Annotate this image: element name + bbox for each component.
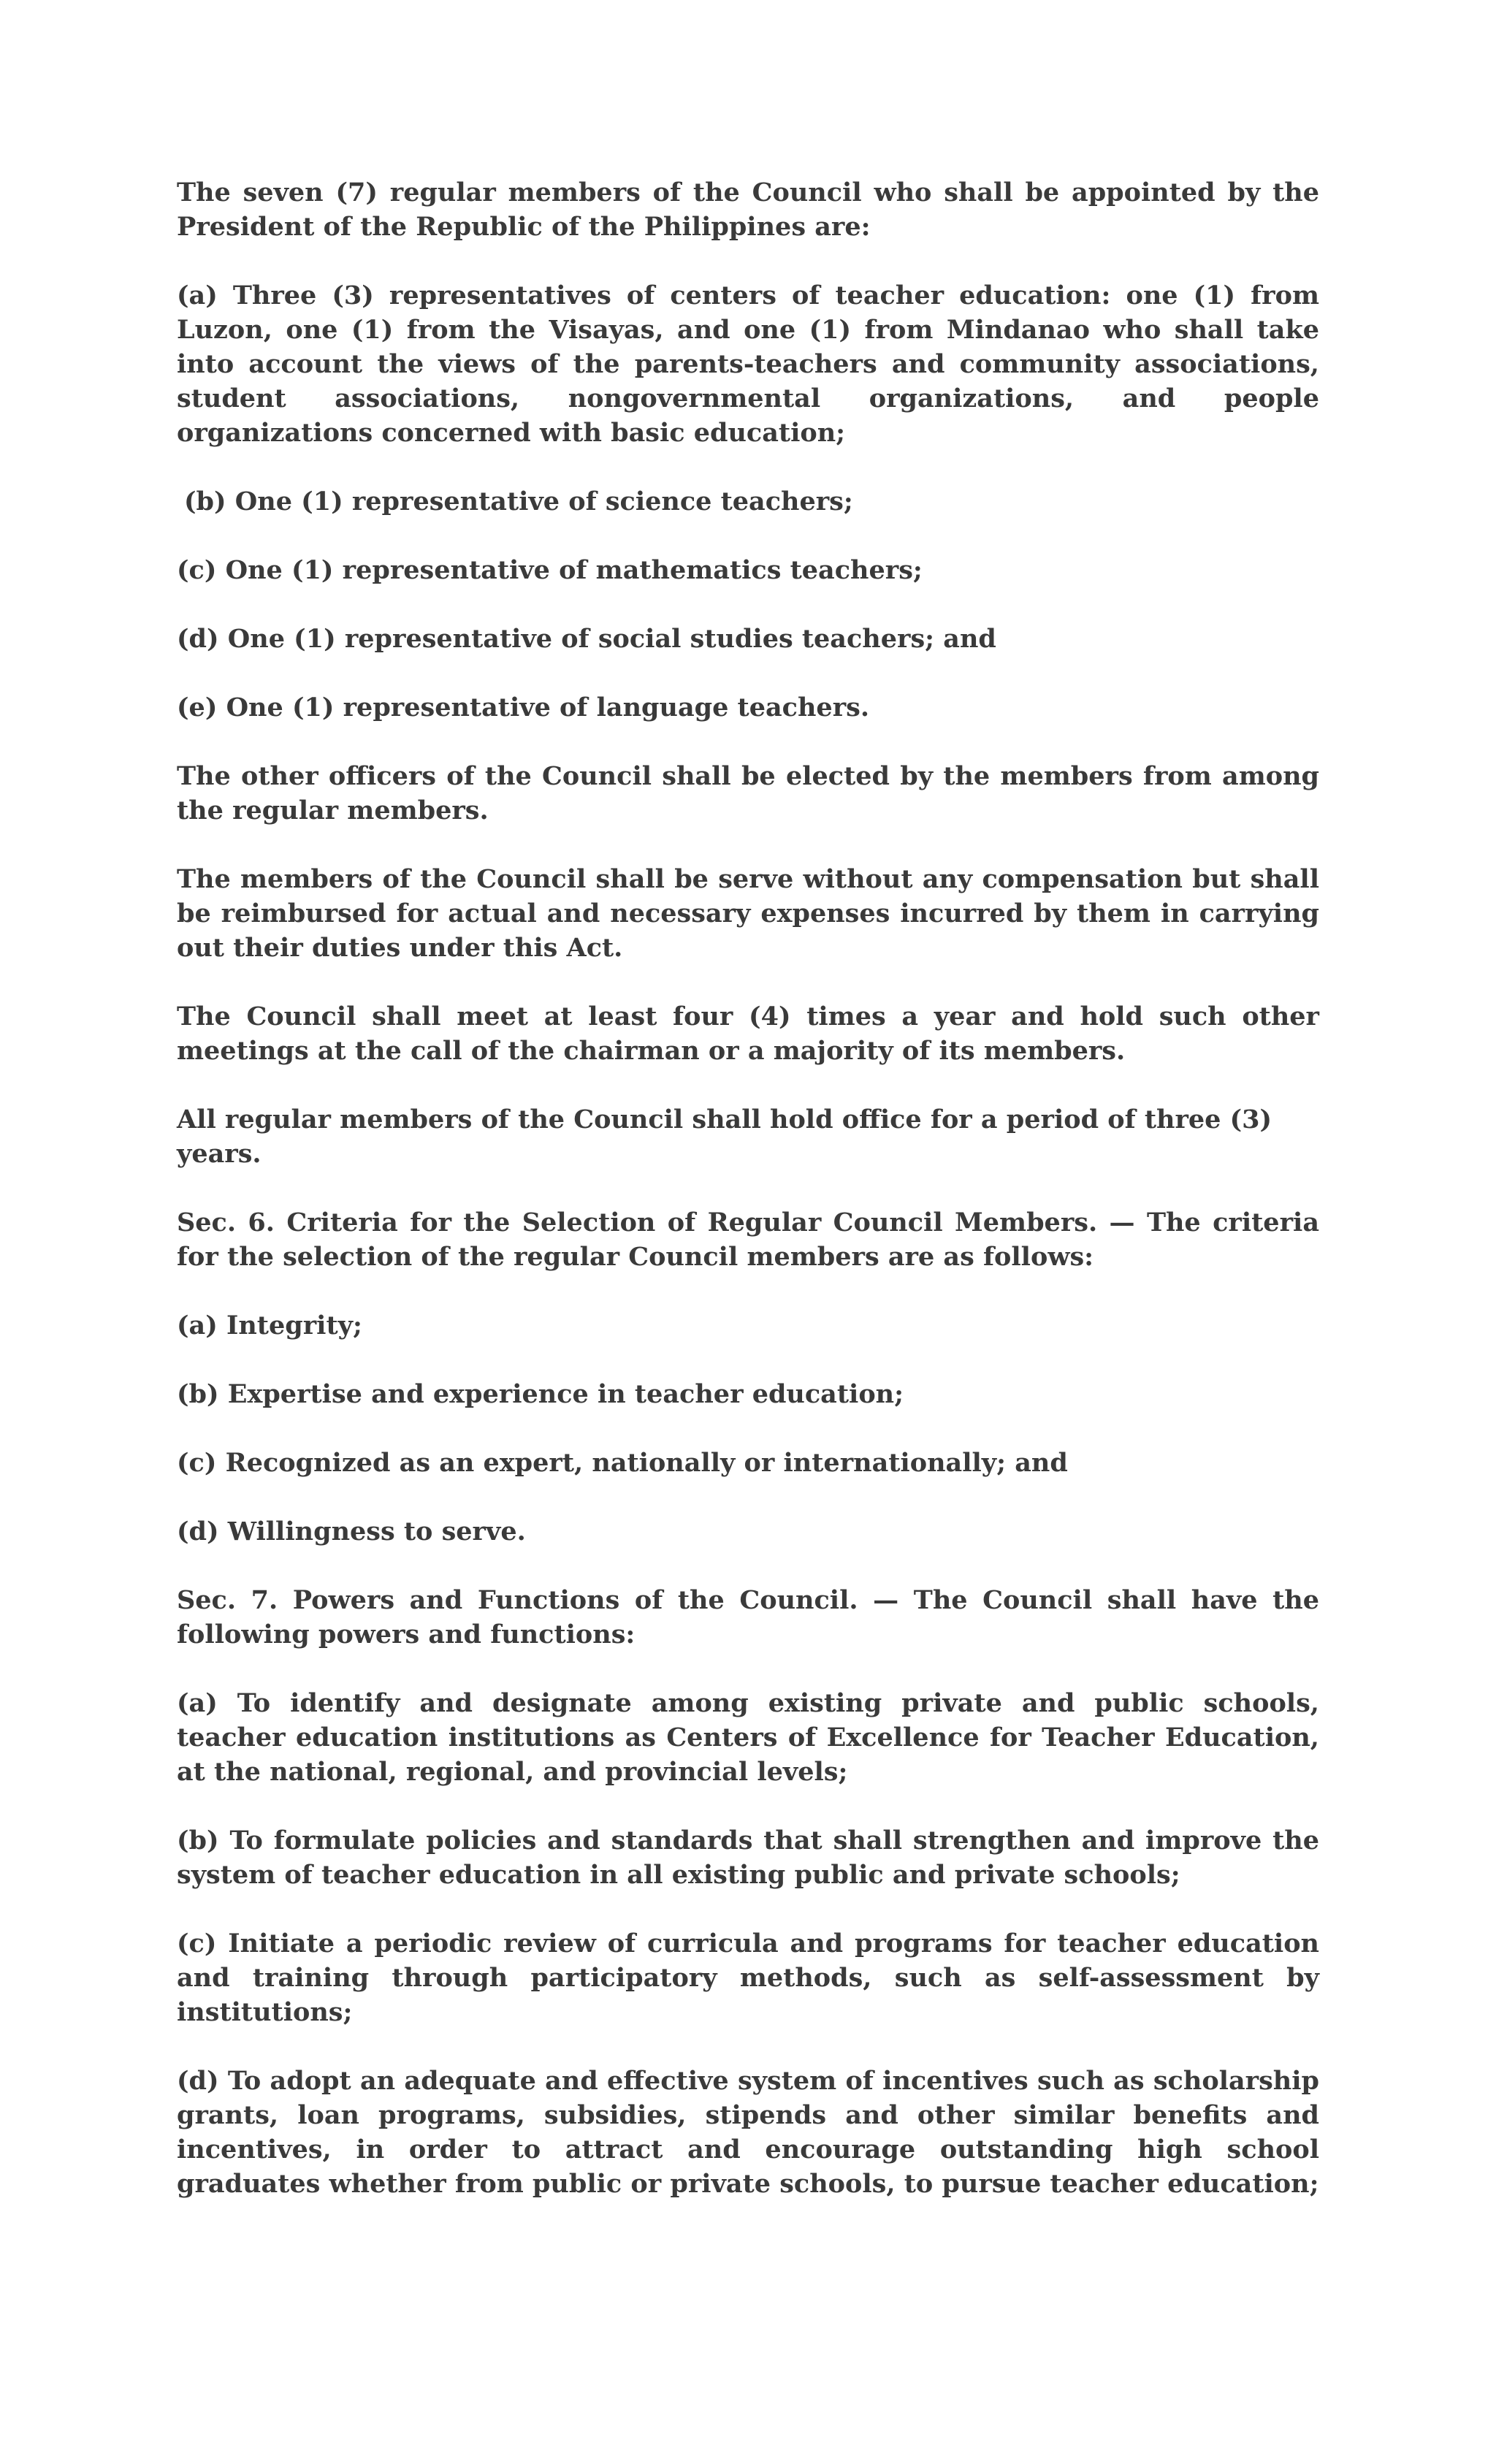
section-6-heading-paragraph: Sec. 6. Criteria for the Selection of Regular Council Members. — The criteria for the selection of the regular Council members are as follows: bbox=[177, 1208, 1319, 1272]
item-c-mathematics-teachers: (c) One (1) representative of mathematics teachers; bbox=[177, 555, 923, 585]
document-page bbox=[177, 175, 1319, 2235]
function-d-incentives: (d) To adopt an adequate and effective system of incentives such as scholarship grants, loan programs, subsidies, stipends and other similar benefits and incentives, in order to attract and encourage outstanding high school graduates whether from public or private schools, to pursue teacher education; bbox=[177, 2066, 1319, 2199]
compensation-paragraph: The members of the Council shall be serve without any compensation but shall be reimbursed for actual and necessary expenses incurred by them in carrying out their duties under this Act. bbox=[177, 864, 1319, 963]
criteria-a-integrity: (a) Integrity; bbox=[177, 1311, 362, 1340]
intro-paragraph: The seven (7) regular members of the Council who shall be appointed by the President of the Republic of the Philippines are: bbox=[177, 178, 1319, 242]
item-b-science-teachers: (b) One (1) representative of science teachers; bbox=[184, 487, 853, 516]
criteria-b-expertise: (b) Expertise and experience in teacher education; bbox=[177, 1379, 904, 1409]
function-c-periodic-review: (c) Initiate a periodic review of curricula and programs for teacher education and training through participatory methods, such as self-assessment by institutions; bbox=[177, 1929, 1319, 2027]
item-d-social-studies-teachers: (d) One (1) representative of social studies teachers; and bbox=[177, 624, 996, 654]
term-of-office-paragraph: All regular members of the Council shall hold office for a period of three (3) years. bbox=[177, 1105, 1272, 1169]
criteria-c-recognized-expert: (c) Recognized as an expert, nationally or internationally; and bbox=[177, 1448, 1068, 1478]
function-b-policies-and-standards: (b) To formulate policies and standards that shall strengthen and improve the system of teacher education in all existing public and private schools; bbox=[177, 1826, 1319, 1890]
function-a-centers-of-excellence: (a) To identify and designate among existing private and public schools, teacher education institutions as Centers of Excellence for Teacher Education, at the national, regional, and provincial levels; bbox=[177, 1688, 1319, 1787]
section-7-heading-paragraph: Sec. 7. Powers and Functions of the Council. — The Council shall have the following powers and functions: bbox=[177, 1585, 1319, 1649]
item-a-centers-of-teacher-education: (a) Three (3) representatives of centers of teacher education: one (1) from Luzon, one (1) from the Visayas, and one (1) from Mindanao who shall take into account the views of the parents-teachers and community associations, student associations, nongovernmental organizations, and people organizations concerned with basic education; bbox=[177, 281, 1319, 448]
item-e-language-teachers: (e) One (1) representative of language teachers. bbox=[177, 693, 870, 722]
meetings-paragraph: The Council shall meet at least four (4) times a year and hold such other meetings at the call of the chairman or a majority of its members. bbox=[177, 1002, 1319, 1066]
officers-paragraph: The other officers of the Council shall be elected by the members from among the regular members. bbox=[177, 761, 1319, 825]
criteria-d-willingness: (d) Willingness to serve. bbox=[177, 1517, 526, 1546]
